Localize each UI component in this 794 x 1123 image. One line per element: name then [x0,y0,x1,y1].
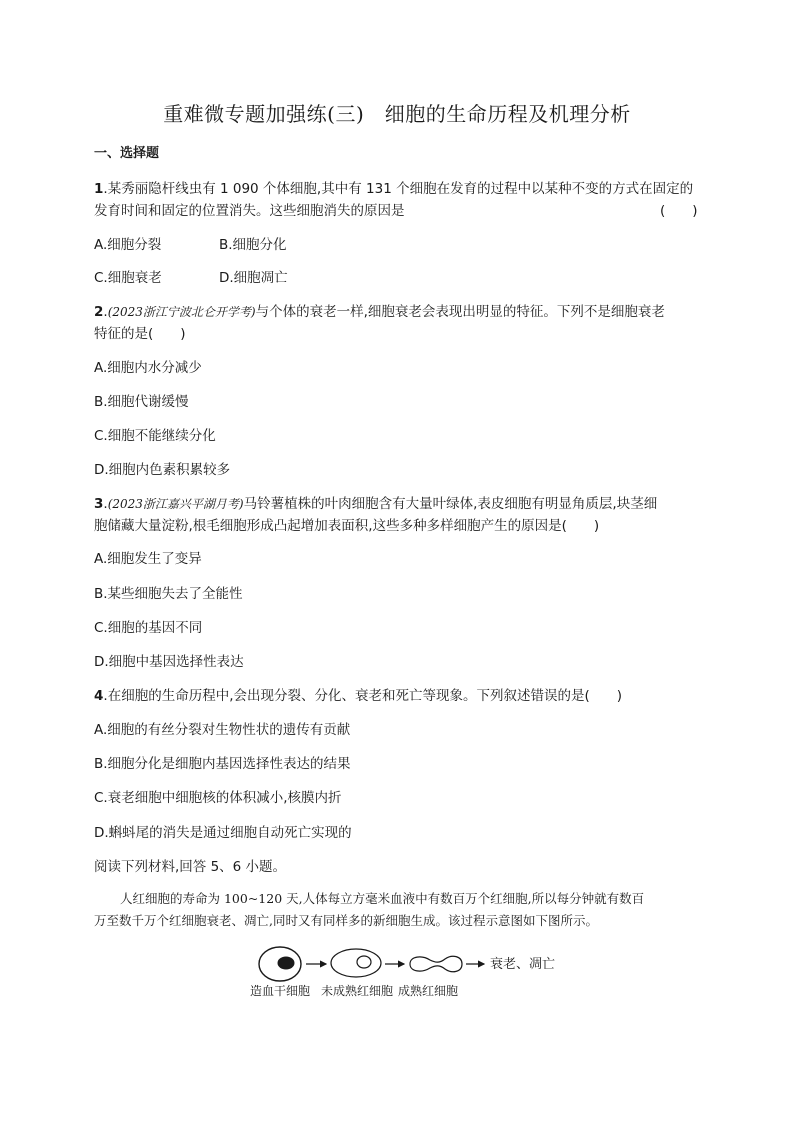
hematopoietic-stem-cell [259,947,301,981]
material-line1: 人红细胞的寿命为 100~120 天,人体每立方毫米血液中有数百万个红细胞,所以每分钟就有数百 [120,891,645,906]
q3-option-a: A.细胞发生了变异 [94,551,202,567]
q1-option-a: A.细胞分裂 [94,237,162,253]
q1-option-b: B.细胞分化 [219,237,287,253]
q4-text1: .在细胞的生命历程中,会出现分裂、分化、衰老和死亡等现象。下列叙述错误的是( ) [103,688,623,704]
q3-text1: 马铃薯植株的叶肉细胞含有大量叶绿体,表皮细胞有明显角质层,块茎细 [243,496,658,512]
q2-source: (2023浙江宁波北仑开学考) [107,305,256,319]
caption-stem-cell: 造血干细胞 [250,984,311,998]
q1-option-d: D.细胞凋亡 [219,270,288,286]
q2-text1: 与个体的衰老一样,细胞衰老会表现出明显的特征。下列不是细胞衰老 [255,304,665,320]
q3-option-d: D.细胞中基因选择性表达 [94,654,244,670]
q1-stem-line2: 发育时间和固定的位置消失。这些细胞消失的原因是 [94,203,405,219]
q3-number: 3 [94,496,104,512]
q3-stem-line1: 3.(2023浙江嘉兴平湖月考)马铃薯植株的叶肉细胞含有大量叶绿体,表皮细胞有明显角质层,块茎细 [94,496,658,512]
q2-stem-line1: 2.(2023浙江宁波北仑开学考)与个体的衰老一样,细胞衰老会表现出明显的特征。下列不是细胞衰老 [94,304,665,320]
q2-option-d: D.细胞内色素积累较多 [94,462,231,478]
q1-option-c: C.细胞衰老 [94,270,162,286]
q2-option-b: B.细胞代谢缓慢 [94,394,189,410]
page-title: 重难微专题加强练(三) 细胞的生命历程及机理分析 [163,102,631,126]
mature-red-blood-cell [410,956,462,971]
q2-option-a: A.细胞内水分减少 [94,360,202,376]
aging-apoptosis-label: 衰老、凋亡 [490,957,556,972]
q4-option-c: C.衰老细胞中细胞核的体积减小,核膜内折 [94,790,342,806]
q4-option-a: A.细胞的有丝分裂对生物性状的遗传有贡献 [94,722,351,738]
q1-stem-line1 [94,177,693,197]
q4-option-b: B.细胞分化是细胞内基因选择性表达的结果 [94,756,351,772]
q2-number: 2 [94,304,104,320]
q3-stem-line2: 胞储藏大量淀粉,根毛细胞形成凸起增加表面积,这些多种多样细胞产生的原因是( ) [94,518,600,534]
q1-answer-paren: ( ) [660,203,698,219]
q4-number: 4 [94,688,104,704]
immature-red-blood-cell [331,949,381,977]
q1-text1: .某秀丽隐杆线虫有 1 090 个体细胞,其中有 131 个细胞在发育的过程中以某种不变的方式在固定的 [103,181,694,197]
q4-option-d: D.蝌蚪尾的消失是通过细胞自动死亡实现的 [94,825,352,841]
section-heading: 一、选择题 [94,146,160,161]
material-line2: 万至数千万个红细胞衰老、凋亡,同时又有同样多的新细胞生成。该过程示意图如下图所示。 [94,913,598,928]
q3-option-c: C.细胞的基因不同 [94,620,203,636]
caption-mature-rbc: 成熟红细胞 [398,984,459,998]
q3-option-b: B.某些细胞失去了全能性 [94,586,243,602]
q3-source: (2023浙江嘉兴平湖月考) [107,497,244,511]
q1-number: 1 [94,181,104,197]
caption-immature-rbc: 未成熟红细胞 [321,984,394,998]
q2-option-c: C.细胞不能继续分化 [94,428,216,444]
reading-intro: 阅读下列材料,回答 5、6 小题。 [94,859,287,875]
q4-stem [94,684,622,704]
q2-stem-line2: 特征的是( ) [94,326,186,342]
